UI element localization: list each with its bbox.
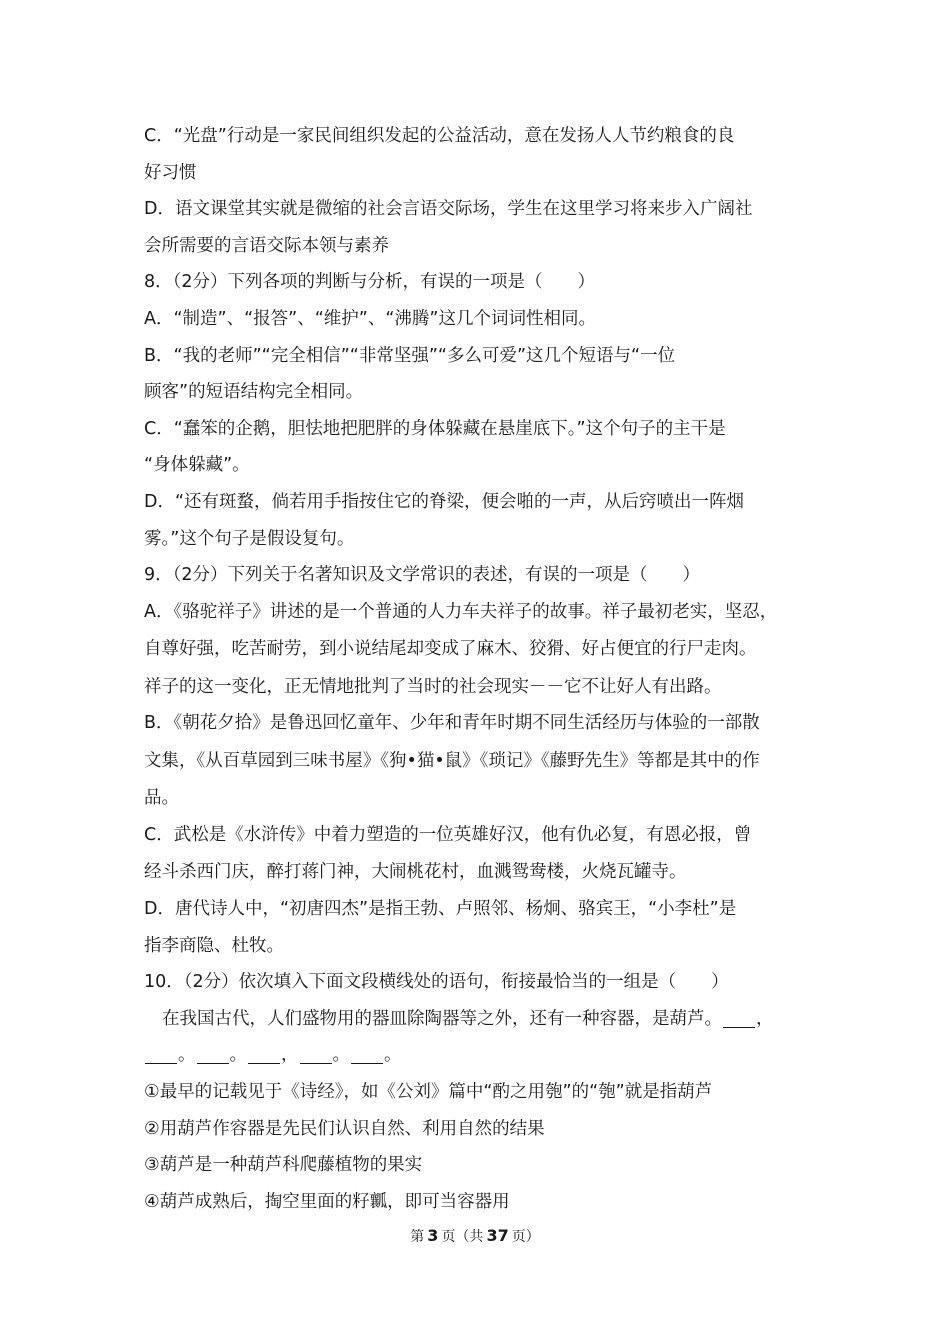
passage-intro: 在我国古代，人们盛物用的器皿除陶器等之外，还有一种容器，是葫芦。 (162, 1008, 722, 1029)
fill-blank-2 (145, 1045, 177, 1064)
text-line: D．唐代诗人中，“初唐四杰”是指王勃、卢照邻、杨炯、骆宾王，“小李杜”是 (144, 899, 737, 919)
document-body (144, 118, 812, 1220)
option-sentence-2: ②用葫芦作容器是先民们认识自然、利用自然的结果 (144, 1118, 545, 1139)
question-10-stem: 10．（2分）依次填入下面文段横线处的语句，衔接最恰当的一组是（ ） (144, 972, 729, 993)
passage-line (144, 1001, 812, 1038)
blank-separator: ， (756, 1008, 774, 1029)
option-sentence-1: ①最早的记载见于《诗经》，如《公刘》篇中“酌之用匏”的“匏”就是指葫芦 (144, 1081, 713, 1102)
fill-blank-6 (351, 1045, 383, 1064)
question-8-stem: 8．（2分）下列各项的判断与分析，有误的一项是（ ） (144, 272, 596, 293)
text-line: C．“蠢笨的企鹅，胆怯地把肥胖的身体躲藏在悬崖底下。”这个句子的主干是 (144, 418, 726, 439)
footer-middle: 页（共 (441, 1229, 484, 1245)
blank-separator: 。 (178, 1045, 196, 1066)
option-sentence-4: ④葫芦成熟后，掏空里面的籽瓤，即可当容器用 (144, 1191, 510, 1212)
footer-total-pages: 37 (486, 1226, 509, 1245)
text-line: 会所需要的言语交际本领与素养 (144, 235, 389, 256)
footer-page-number: 3 (427, 1226, 439, 1245)
text-line: “身体躲藏”。 (144, 455, 250, 476)
text-line: 指李商隐、杜牧。 (144, 935, 284, 956)
blank-separator: 。 (229, 1045, 247, 1066)
text-line: 祥子的这一变化，正无情地批判了当时的社会现实－－它不让好人有出路。 (144, 676, 722, 697)
text-line: 自尊好强，吃苦耐劳，到小说结尾却变成了麻木、狡猾、好占便宜的行尸走肉。 (144, 639, 757, 660)
footer-suffix: 页） (511, 1229, 540, 1245)
text-line: 顾客”的短语结构完全相同。 (144, 382, 364, 403)
text-line: 雾。”这个句子是假设复句。 (144, 528, 355, 549)
fill-blank-3 (197, 1045, 229, 1064)
question-9-stem: 9．（2分）下列关于名著知识及文学常识的表述，有误的一项是（ ） (144, 565, 701, 586)
blank-separator: 。 (332, 1045, 350, 1066)
text-line: D．语文课堂其实就是微缩的社会言语交际场，学生在这里学习将来步入广阔社 (144, 199, 753, 220)
page-footer (0, 1226, 950, 1246)
footer-prefix: 第 (410, 1229, 425, 1245)
text-line: C．武松是《水浒传》中着力塑造的一位英雄好汉，他有仇必复，有恩必报，曾 (144, 824, 752, 845)
text-line: 好习惯 (144, 162, 197, 183)
text-line: 文集，《从百草园到三味书屋》《狗•猫•鼠》《琐记》《藤野先生》等都是其中的作 (144, 750, 760, 771)
text-line: C．“光盘”行动是一家民间组织发起的公益活动，意在发扬人人节约粮食的良 (144, 126, 735, 146)
text-line: A．“制造”、“报答”、“维护”、“沸腾”这几个词词性相同。 (144, 308, 596, 329)
text-line: 经斗杀西门庆，醉打蒋门神，大闹桃花村，血溅鸳鸯楼，火烧瓦罐寺。 (144, 862, 687, 883)
blank-separator: ， (281, 1045, 299, 1066)
fill-blank-1 (723, 1009, 755, 1028)
passage-blanks-line (144, 1037, 812, 1074)
blank-separator: 。 (384, 1045, 402, 1066)
text-line: D．“还有斑蝥，倘若用手指按住它的脊梁，便会啪的一声，从后窍喷出一阵烟 (144, 491, 745, 512)
text-line: A．《骆驼祥子》讲述的是一个普通的人力车夫祥子的故事。祥子最初老实，坚忍， (144, 601, 778, 622)
text-line: B．“我的老师”“完全相信”“非常坚强”“多么可爱”这几个短语与“一位 (144, 345, 676, 366)
option-sentence-3: ③葫芦是一种葫芦科爬藤植物的果实 (144, 1155, 423, 1176)
fill-blank-4 (248, 1045, 280, 1064)
fill-blank-5 (300, 1045, 332, 1064)
text-line: B．《朝花夕拾》是鲁迅回忆童年、少年和青年时期不同生活经历与体验的一部散 (144, 713, 760, 734)
text-line: 品。 (144, 788, 179, 809)
